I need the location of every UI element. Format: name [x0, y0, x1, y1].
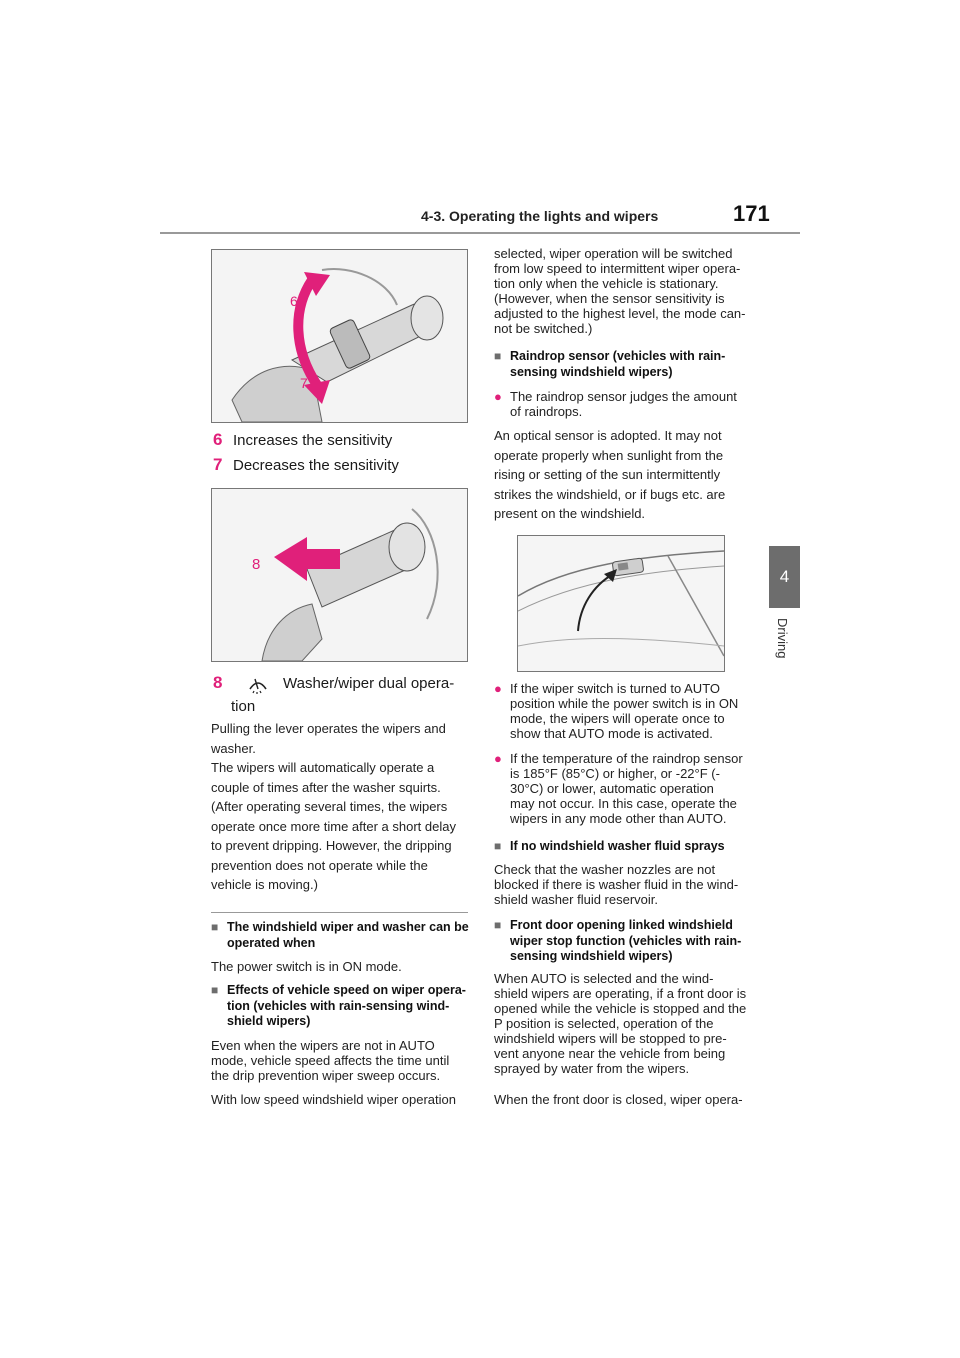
text-line: When AUTO is selected and the wind- [494, 971, 714, 986]
figure-sensitivity-dial [211, 249, 468, 423]
text-line: tion only when the vehicle is stationary. [494, 276, 719, 291]
step-8 [213, 671, 468, 696]
text-line: mode, the wipers will operate once to [510, 711, 725, 726]
text-line: not be switched.) [494, 321, 593, 336]
heading-line: ■ Effects of vehicle speed on wiper opera- [227, 983, 466, 997]
text-line: prevention does not operate while the [211, 857, 428, 873]
continued-paragraph [494, 246, 759, 336]
text-line: Pulling the lever operates the wipers and [211, 721, 446, 736]
text-line: washer. [211, 740, 256, 756]
washer-icon [247, 673, 269, 695]
text-line: operate properly when sunlight from the [494, 447, 724, 463]
text-line: may not occur. In this case, operate the [510, 796, 737, 811]
heading-line: shield wipers) [227, 1014, 311, 1028]
text-line: Even when the wipers are not in AUTO [211, 1038, 435, 1053]
windshield-illustration [518, 536, 724, 671]
step-8-continued: tion [231, 698, 256, 715]
text-line: vehicle is moving.) [211, 877, 318, 892]
text-line: The raindrop sensor judges the amount [510, 389, 737, 404]
heading-raindrop-sensor [494, 349, 775, 380]
text-line: The wipers will automatically operate a [211, 760, 435, 775]
figure-label-8: 8 [252, 556, 261, 573]
raindrop-body [494, 426, 759, 524]
step-7 [213, 453, 399, 478]
bullet-dot: ● [494, 681, 502, 696]
text-line: sprayed by water from the wipers. [494, 1061, 690, 1076]
step-text: Increases the sensitivity [233, 432, 393, 449]
chapter-tab: 4 [769, 546, 800, 608]
heading-line: wiper stop function (vehicles with rain- [510, 933, 742, 948]
text-line: wipers in any mode other than AUTO. [510, 811, 727, 826]
chapter-label-text: Driving [775, 618, 790, 659]
bullet-dot: ● [494, 389, 502, 404]
text-line: adjusted to the highest level, the mode can- [494, 306, 746, 321]
heading-line: sensing windshield wipers) [510, 364, 673, 379]
step-text: Decreases the sensitivity [233, 457, 399, 474]
raindrop-bullet [494, 389, 775, 419]
text-line: selected, wiper operation will be switched [494, 246, 733, 261]
page-number: 171 [733, 201, 770, 226]
text-line: opened while the vehicle is stopped and the [494, 1001, 747, 1016]
figure-label-7: 7 [300, 375, 308, 391]
heading-operated-when [211, 920, 487, 951]
text-line: operate once more time after a short delay [211, 818, 456, 834]
heading-no-washer-fluid: ■ If no windshield washer fluid sprays [494, 839, 775, 855]
text-line: strikes the windshield, or if bugs etc. are [494, 486, 726, 502]
vehicle-speed-body [211, 1038, 471, 1083]
step-text: Washer/wiper dual opera- [283, 675, 455, 692]
heading-line: sensing windshield wipers) [510, 949, 673, 963]
text-line: blocked if there is washer fluid in the wind- [494, 877, 739, 892]
lever-illustration [212, 250, 467, 422]
text-line: show that AUTO mode is activated. [510, 726, 713, 741]
text-line: An optical sensor is adopted. It may not [494, 428, 722, 443]
temperature-bullet [494, 751, 775, 826]
heading-line: ■ The windshield wiper and washer can be [227, 920, 469, 934]
text-line: rising or setting of the sun intermittently [494, 467, 721, 482]
text-line: (However, when the sensor sensitivity is [494, 291, 725, 306]
text-line: present on the windshield. [494, 506, 646, 521]
text-line: If the temperature of the raindrop sensor [510, 751, 743, 766]
text-line: (After operating several times, the wipers [211, 799, 448, 814]
heading-line: ■ Raindrop sensor (vehicles with rain- [510, 349, 726, 363]
text-line: shield washer fluid reservoir. [494, 892, 659, 907]
text-line: is 185°F (85°C) or higher, or -22°F (- [510, 766, 720, 781]
section-divider [211, 912, 468, 913]
step-6 [213, 428, 392, 453]
figure-label-6: 6 [290, 293, 298, 309]
front-door-stop-body-2: When the front door is closed, wiper opera- [494, 1092, 743, 1107]
operated-when-body: The power switch is in ON mode. [211, 959, 402, 974]
text-line: the drip prevention wiper sweep occurs. [211, 1068, 441, 1083]
text-line: to prevent dripping. However, the dripping [211, 838, 452, 853]
step-number: 8 [213, 673, 223, 692]
heading-line: operated when [227, 935, 316, 950]
figure-windshield-sensor [517, 535, 725, 672]
vehicle-speed-body-2: With low speed windshield wiper operation [211, 1092, 456, 1107]
heading-front-door-stop [494, 918, 775, 965]
text-line: 30°C) or lower, automatic operation [510, 781, 714, 796]
step-number: 6 [213, 430, 223, 449]
lever-pull-illustration [212, 489, 467, 661]
text-line: windshield wipers will be stopped to pre- [494, 1031, 727, 1046]
text-line: mode, vehicle speed affects the time until [211, 1053, 450, 1068]
text-line: shield wipers are operating, if a front door is [494, 986, 747, 1001]
text-line: couple of times after the washer squirts. [211, 779, 441, 795]
chapter-label [771, 618, 797, 688]
wiper-paragraph [211, 719, 471, 895]
bullet-dot: ● [494, 751, 502, 766]
text-line: P position is selected, operation of the [494, 1016, 714, 1031]
heading-line: ■ Front door opening linked windshield [510, 918, 733, 932]
figure-pull-lever [211, 488, 468, 662]
text-line: of raindrops. [510, 404, 583, 419]
text-line: position while the power switch is in ON [510, 696, 739, 711]
text-line: Check that the washer nozzles are not [494, 862, 716, 877]
no-washer-fluid-body [494, 862, 759, 907]
text-line: from low speed to intermittent wiper opera- [494, 261, 741, 276]
header-rule [160, 232, 800, 234]
auto-mode-bullet [494, 681, 775, 741]
text-line: vent anyone near the vehicle from being [494, 1046, 726, 1061]
front-door-stop-body [494, 971, 759, 1076]
text-line: If the wiper switch is turned to AUTO [510, 681, 721, 696]
heading-line: tion (vehicles with rain-sensing wind- [227, 998, 450, 1013]
step-number: 7 [213, 455, 223, 474]
section-title: 4-3. Operating the lights and wipers [421, 208, 659, 224]
heading-vehicle-speed [211, 983, 487, 1030]
